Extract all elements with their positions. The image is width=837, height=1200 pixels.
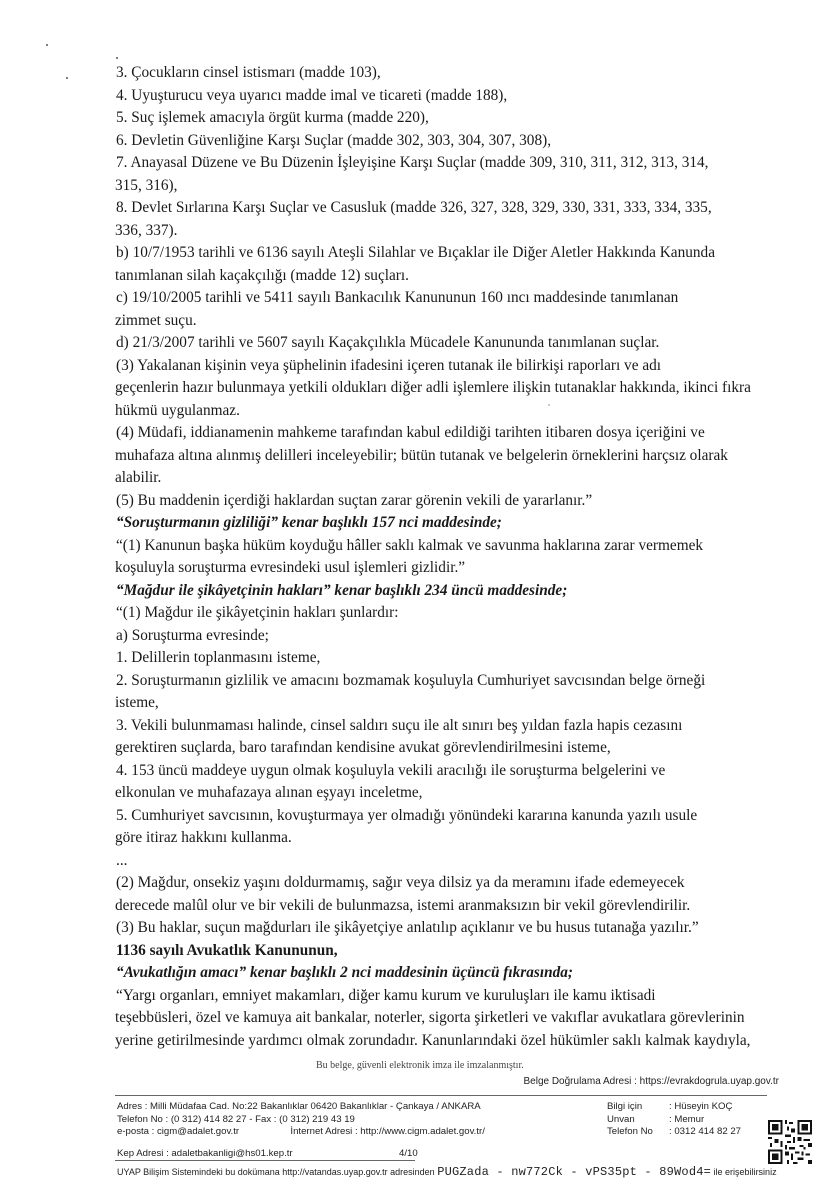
footer-info-row — [607, 1101, 767, 1114]
list-item: 3. Çocukların cinsel istismarı (madde 103), — [116, 64, 381, 81]
section-heading-2: “Avukatlığın amacı” kenar başlıklı 2 nci maddesinin üçüncü fıkrasında; — [116, 964, 573, 981]
footer-address-block — [117, 1101, 557, 1139]
list-item: 3. Vekili bulunmaması halinde, cinsel saldırı suçu ile alt sınırı beş yıldan fazla hapis cezasını — [116, 716, 683, 734]
uyap-suffix: ile erişebilirsiniz — [713, 1167, 777, 1177]
list-item-continuation: göre itiraz hakkını kullanma. — [115, 829, 292, 846]
list-item: a) Soruşturma evresinde; — [116, 626, 269, 644]
footer-tel-row — [607, 1126, 767, 1139]
section-heading-157: “Soruşturmanın gizliliği” kenar başlıklı 157 nci maddesinde; — [116, 514, 502, 531]
quote-157: “(1) Kanunun başka hüküm koyduğu hâller saklı kalmak ve savunma haklarına zarar vermemek — [116, 536, 704, 554]
verification-address: Belge Doğrulama Adresi : https://evrakdogrula.uyap.gov.tr — [523, 1076, 779, 1087]
list-item-continuation: 336, 337). — [115, 221, 178, 239]
info-value: : Hüseyin KOÇ — [669, 1101, 733, 1112]
subparagraph-b-continuation: tanımlanan silah kaçakçılığı (madde 12) suçları. — [115, 266, 409, 284]
kep-address: Kep Adresi : adaletbakanligi@hs01.kep.tr — [117, 1148, 293, 1159]
document-body — [115, 62, 780, 1052]
list-item: 4. 153 üncü maddeye uygun olmak koşuluyla vekili aracılığı ile soruşturma belgelerini ve — [116, 761, 666, 779]
info-label: Bilgi için — [607, 1101, 643, 1112]
footer-divider — [115, 1095, 767, 1096]
footer-phone: Telefon No : (0 312) 414 82 27 - Fax : (0 312) 219 43 19 — [117, 1113, 355, 1125]
uyap-prefix: UYAP Bilişim Sistemindeki bu dokümana http://vatandas.uyap.gov.tr adresinden — [117, 1167, 435, 1177]
list-item: 4. Uyuşturucu veya uyarıcı madde imal ve ticareti (madde 188), — [116, 86, 508, 104]
footer-title-row — [607, 1114, 767, 1127]
list-item: 6. Devletin Güvenliğine Karşı Suçlar (madde 302, 303, 304, 307, 308), — [116, 131, 552, 149]
title-value: : Memur — [669, 1113, 705, 1125]
footer-internet: İnternet Adresi : http://www.cigm.adalet.gov.tr/ — [290, 1126, 485, 1137]
tel-label: Telefon No — [607, 1126, 653, 1137]
e-signature-note: Bu belge, güvenli elektronik imza ile imzalanmıştır. — [316, 1060, 524, 1071]
paragraph-3-line3: hükmü uygulanmaz. — [115, 401, 240, 419]
kep-divider — [115, 1160, 415, 1161]
list-item-continuation: elkonulan ve muhafazaya alınan eşyayı inceletme, — [115, 784, 423, 801]
paragraph-5: (5) Bu maddenin içerdiği haklardan suçtan zarar görenin vekili de yararlanır.” — [116, 491, 593, 509]
qr-code-icon — [768, 1120, 812, 1164]
quote-234: “(1) Mağdur ile şikâyetçinin hakları şunlardır: — [116, 604, 399, 621]
paragraph-4-line3: alabilir. — [115, 469, 162, 486]
list-item: 5. Cumhuriyet savcısının, kovuşturmaya yer olmadığı yönündeki kararına kanunda yazılı usule — [116, 806, 698, 824]
subparagraph-c-continuation: zimmet suçu. — [115, 311, 197, 329]
quote-avukatlik-line3: yerine getirilmesinde yardımcı olmak zorundadır. Kanunlarındaki özel hükümler saklı kalmak kaydıyla, — [115, 1031, 751, 1049]
list-item-continuation: isteme, — [115, 694, 159, 711]
subparagraph-d: d) 21/3/2007 tarihli ve 5607 sayılı Kaçakçılıkla Mücadele Kanununda tanımlanan suçlar. — [116, 334, 660, 351]
footer-email: e-posta : cigm@adalet.gov.tr — [117, 1126, 240, 1137]
tel-value: : 0312 414 82 27 — [669, 1126, 742, 1137]
footer-email-internet — [117, 1126, 557, 1139]
list-item: 8. Devlet Sırlarına Karşı Suçlar ve Casusluk (madde 326, 327, 328, 329, 330, 331, 333, 334, 335, — [116, 199, 712, 216]
section-heading-234: “Mağdur ile şikâyetçinin hakları” kenar başlıklı 234 üncü maddesinde; — [116, 581, 568, 599]
list-item: 7. Anayasal Düzene ve Bu Düzenin İşleyişine Karşı Suçlar (madde 309, 310, 311, 312, 313, 314, — [116, 154, 709, 171]
paragraph-2-line2: derecede malûl olur ve bir vekili de bulunmazsa, istemi aranmaksızın bir vekil görevlendirilir. — [115, 896, 691, 914]
quote-avukatlik-line2: teşebbüsleri, özel ve kamuya ait bankalar, noterler, sigorta şirketleri ve vakıflar avukatlara görevlerinin — [115, 1009, 745, 1026]
list-item: 2. Soruşturmanın gizlilik ve amacını bozmamak koşuluyla Cumhuriyet savcısından belge örneği — [116, 671, 706, 689]
title-label: Unvan — [607, 1113, 635, 1125]
uyap-access-line — [117, 1165, 777, 1179]
paragraph-4: (4) Müdafi, iddianamenin mahkeme tarafından kabul edildiği tarihten itibaren dosya içeriğini ve — [116, 424, 705, 441]
law-heading-1136: 1136 sayılı Avukatlık Kanununun, — [116, 941, 338, 959]
uyap-access-code: PUGZada - nw772Ck - vPS35pt - 89Wod4= — [437, 1165, 712, 1179]
list-item: 5. Suç işlemek amacıyla örgüt kurma (madde 220), — [116, 109, 429, 126]
ellipsis: ... — [116, 851, 128, 869]
footer-address: Adres : Milli Müdafaa Cad. No:22 Bakanlıklar 06420 Bakanlıklar - Çankaya / ANKARA — [117, 1101, 481, 1112]
paragraph-3b: (3) Bu haklar, suçun mağdurları ile şikâyetçiye anlatılıp açıklanır ve bu husus tutanağa yazılır.” — [116, 919, 699, 936]
list-item-continuation: 315, 316), — [115, 176, 178, 194]
subparagraph-c: c) 19/10/2005 tarihli ve 5411 sayılı Bankacılık Kanununun 160 ıncı maddesinde tanımlanan — [116, 289, 679, 306]
paragraph-3-line2: geçenlerin hazır bulunmaya yetkili oldukları diğer adli işlemlere ilişkin tutanaklar hakkında, ikinci fıkra — [115, 379, 751, 396]
quote-avukatlik: “Yargı organları, emniyet makamları, diğer kamu kurum ve kuruluşları ile kamu iktisadi — [116, 986, 656, 1004]
list-item: 1. Delillerin toplanmasını isteme, — [116, 649, 321, 666]
page-number: 4/10 — [399, 1148, 418, 1159]
paragraph-3: (3) Yakalanan kişinin veya şüphelinin ifadesini içeren tutanak ile bilirkişi raporları ve adı — [116, 356, 662, 374]
paragraph-4-line2: muhafaza altına alınmış delilleri inceleyebilir; bütün tutanak ve belgelerin örneklerini harçsız olarak — [115, 446, 728, 464]
paragraph-2: (2) Mağdur, onsekiz yaşını doldurmamış, sağır veya dilsiz ya da meramını ifade edemeyecek — [116, 874, 685, 891]
quote-157-line2: koşuluyla soruşturma evresindeki usul işlemleri gizlidir.” — [115, 559, 466, 576]
subparagraph-b: b) 10/7/1953 tarihli ve 6136 sayılı Ateşli Silahlar ve Bıçaklar ile Diğer Aletler Hakkında Kanunda — [116, 244, 715, 261]
footer-contact-person — [607, 1101, 767, 1139]
list-item-continuation: gerektiren suçlarda, baro tarafından kendisine avukat görevlendirilmesini isteme, — [115, 739, 611, 756]
